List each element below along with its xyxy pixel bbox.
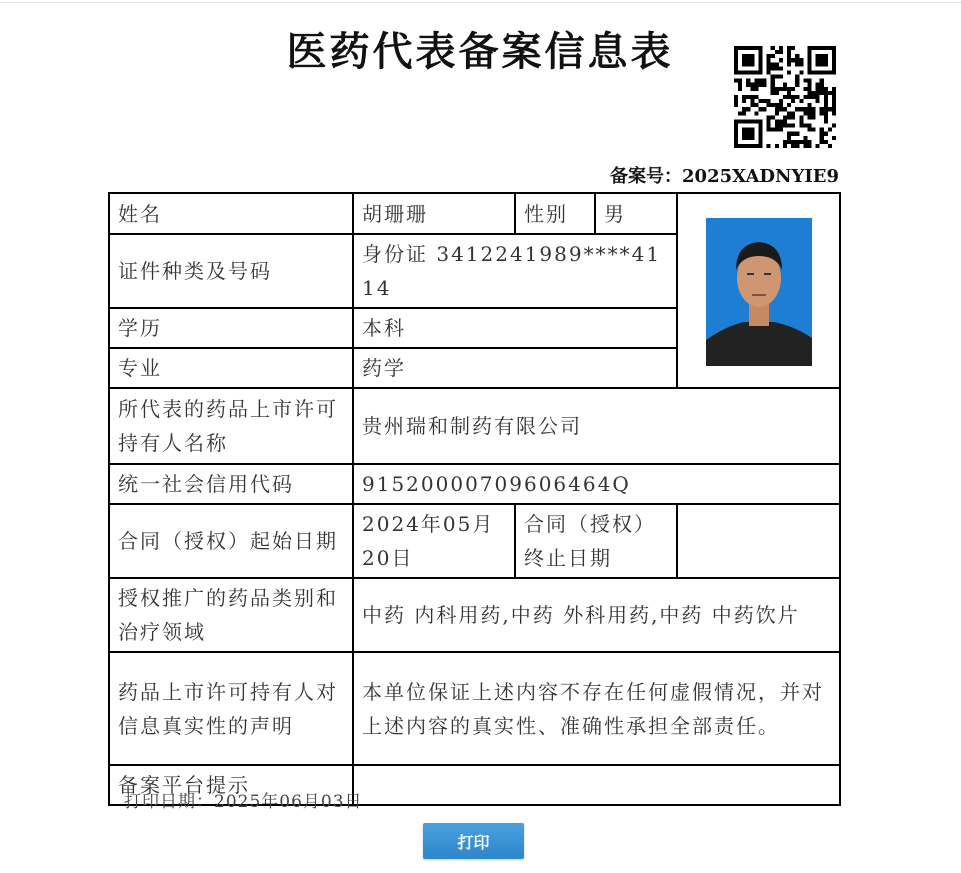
category-value: 中药 内科用药,中药 外科用药,中药 中药饮片 [353, 578, 840, 652]
name-value: 胡珊珊 [353, 193, 515, 234]
category-label: 授权推广的药品类别和治疗领域 [109, 578, 353, 652]
person-photo [706, 218, 812, 366]
name-label: 姓名 [109, 193, 353, 234]
credit-code-value: 91520000709606464Q [353, 464, 840, 504]
major-value: 药学 [353, 348, 677, 388]
education-label: 学历 [109, 308, 353, 348]
contract-start-label: 合同（授权）起始日期 [109, 504, 353, 578]
platform-tip-label: 备案平台提示 [109, 765, 353, 805]
credit-code-label: 统一社会信用代码 [109, 464, 353, 504]
declaration-label: 药品上市许可持有人对信息真实性的声明 [109, 652, 353, 765]
id-label: 证件种类及号码 [109, 234, 353, 308]
contract-start-value: 2024年05月20日 [353, 504, 515, 578]
top-divider [0, 2, 961, 3]
gender-value: 男 [595, 193, 677, 234]
photo-cell [677, 193, 840, 388]
qr-code [734, 46, 836, 148]
id-value: 身份证 3412241989****4114 [353, 234, 677, 308]
print-date: 打印日期：2025年06月03日 [124, 792, 363, 812]
print-button[interactable]: 打印 [423, 823, 524, 859]
contract-end-value [677, 504, 840, 578]
info-table [108, 192, 841, 806]
gender-label: 性别 [515, 193, 595, 234]
declaration-value: 本单位保证上述内容不存在任何虚假情况，并对上述内容的真实性、准确性承担全部责任。 [353, 652, 840, 765]
mah-name-value: 贵州瑞和制药有限公司 [353, 388, 840, 464]
mah-name-label: 所代表的药品上市许可持有人名称 [109, 388, 353, 464]
contract-end-label: 合同（授权）终止日期 [515, 504, 677, 578]
page-title: 医药代表备案信息表 [286, 28, 674, 75]
record-number: 备案号：2025XADNYIE9 [610, 166, 839, 187]
major-label: 专业 [109, 348, 353, 388]
platform-tip-value [353, 765, 840, 805]
education-value: 本科 [353, 308, 677, 348]
